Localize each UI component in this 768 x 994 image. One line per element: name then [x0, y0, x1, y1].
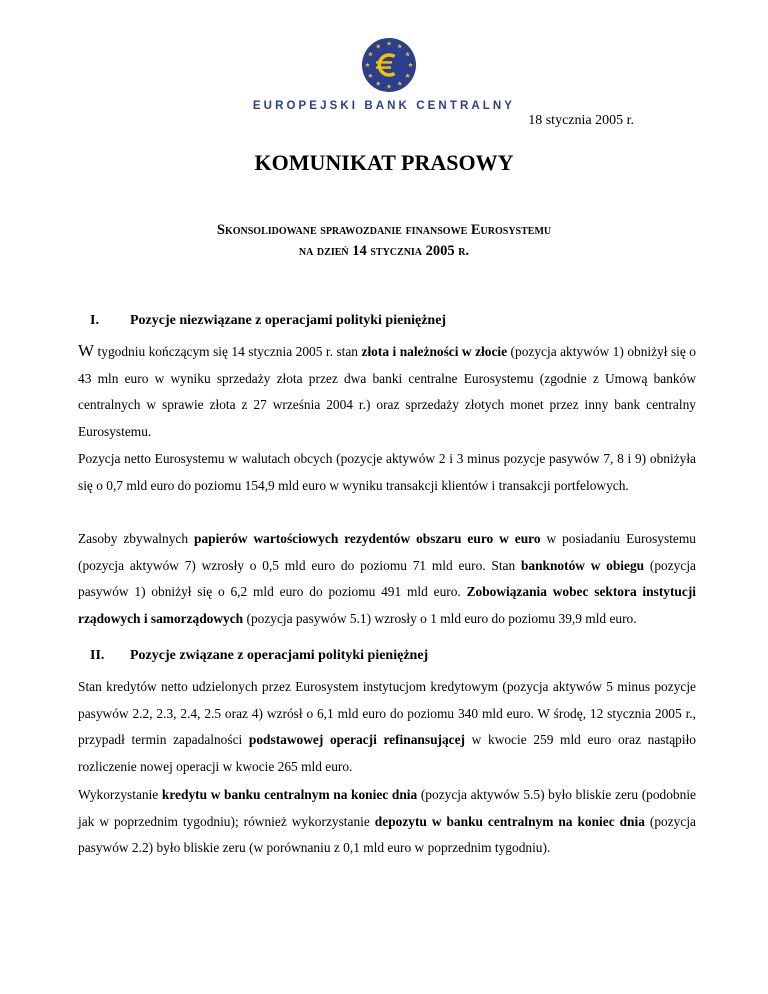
paragraph-text: Pozycja netto Eurosystemu w walutach obcych (pozycje aktywów 2 i 3 minus pozycje pasywów 7, 8 i 9) obniżyła się o 0,7 mld euro do poziomu 154,9 mld euro w wyniku transakcji klientów i transakcji portfelowych.: [78, 451, 696, 493]
paragraph: [78, 446, 696, 499]
page-title: KOMUNIKAT PRASOWY: [254, 150, 514, 175]
ecb-logo-icon: [361, 37, 417, 93]
section-number: II.: [90, 648, 105, 663]
bank-name: EUROPEJSKI BANK CENTRALNY: [252, 100, 516, 112]
section-number: I.: [90, 313, 99, 328]
release-date: 18 stycznia 2005 r.: [528, 113, 634, 128]
paragraph-text: Stan kredytów netto udzielonych przez Eurosystem instytucjom kredytowym (pozycja aktywów 5 minus pozycje pasywów 2.2, 2.3, 2.4, 2.5 oraz 4) wzrósł o 6,1 mld euro do poziomu 340 mld euro. W środę, 12 stycznia 2005 r., przypadł termin zapadalności podstawowej operacji refinansującej w kwocie 259 mld euro oraz nastąpiło rozliczenie nowej operacji w kwocie 265 mld euro.: [78, 679, 697, 775]
paragraph-text: Zasoby zbywalnych papierów wartościowych rezydentów obszaru euro w euro w posiadaniu Eurosystemu (pozycja aktywów 7) wzrosły o 0,5 mld euro do poziomu 71 mld euro. Stan banknotów w obiegu (pozycja pasywów 1) obniżył się o 6,2 mld euro do poziomu 491 mld euro. Zobowiązania wobec sektora instytucji rządowych i samorządowych (pozycja pasywów 5.1) wzrosły o 1 mld euro do poziomu 39,9 mld euro.: [78, 531, 696, 627]
paragraph-text: Wykorzystanie kredytu w banku centralnym na koniec dnia (pozycja aktywów 5.5) było bliskie zeru (podobnie jak w poprzednim tygodniu); również wykorzystanie depozytu w banku centralnym na koniec dnia (pozycja pasywów 2.2) było bliskie zeru (w porównaniu z 0,1 mld euro w poprzednim tygodniu).: [78, 787, 696, 856]
paragraph: [78, 674, 696, 781]
paragraph-dropcap: W: [78, 341, 95, 360]
section-title: Pozycje niezwiązane z operacjami polityki pieniężnej: [130, 313, 447, 328]
paragraph: [78, 782, 696, 862]
subtitle-line-2: na dzień 14 stycznia 2005 r.: [298, 243, 470, 259]
section-heading: [90, 313, 446, 329]
paragraph: [78, 338, 696, 446]
paragraph-text: tygodniu kończącym się 14 stycznia 2005 r. stan złota i należności w złocie (pozycja aktywów 1) obniżył się o 43 mln euro w wyniku sprzedaży złota przez dwa banki centralne Eurosystemu (zgodnie z Umową banków centralnych w sprawie złota z 27 września 2004 r.) oraz sprzedaży złotych monet przez inny bank centralny Eurosystemu.: [78, 344, 697, 440]
paragraph: [78, 526, 696, 633]
page-subtitle: [0, 220, 768, 262]
subtitle-line-1: Skonsolidowane sprawozdanie finansowe Eurosystemu: [216, 222, 552, 238]
section-title: Pozycje związane z operacjami polityki pieniężnej: [130, 648, 429, 663]
section-heading: [90, 648, 428, 664]
